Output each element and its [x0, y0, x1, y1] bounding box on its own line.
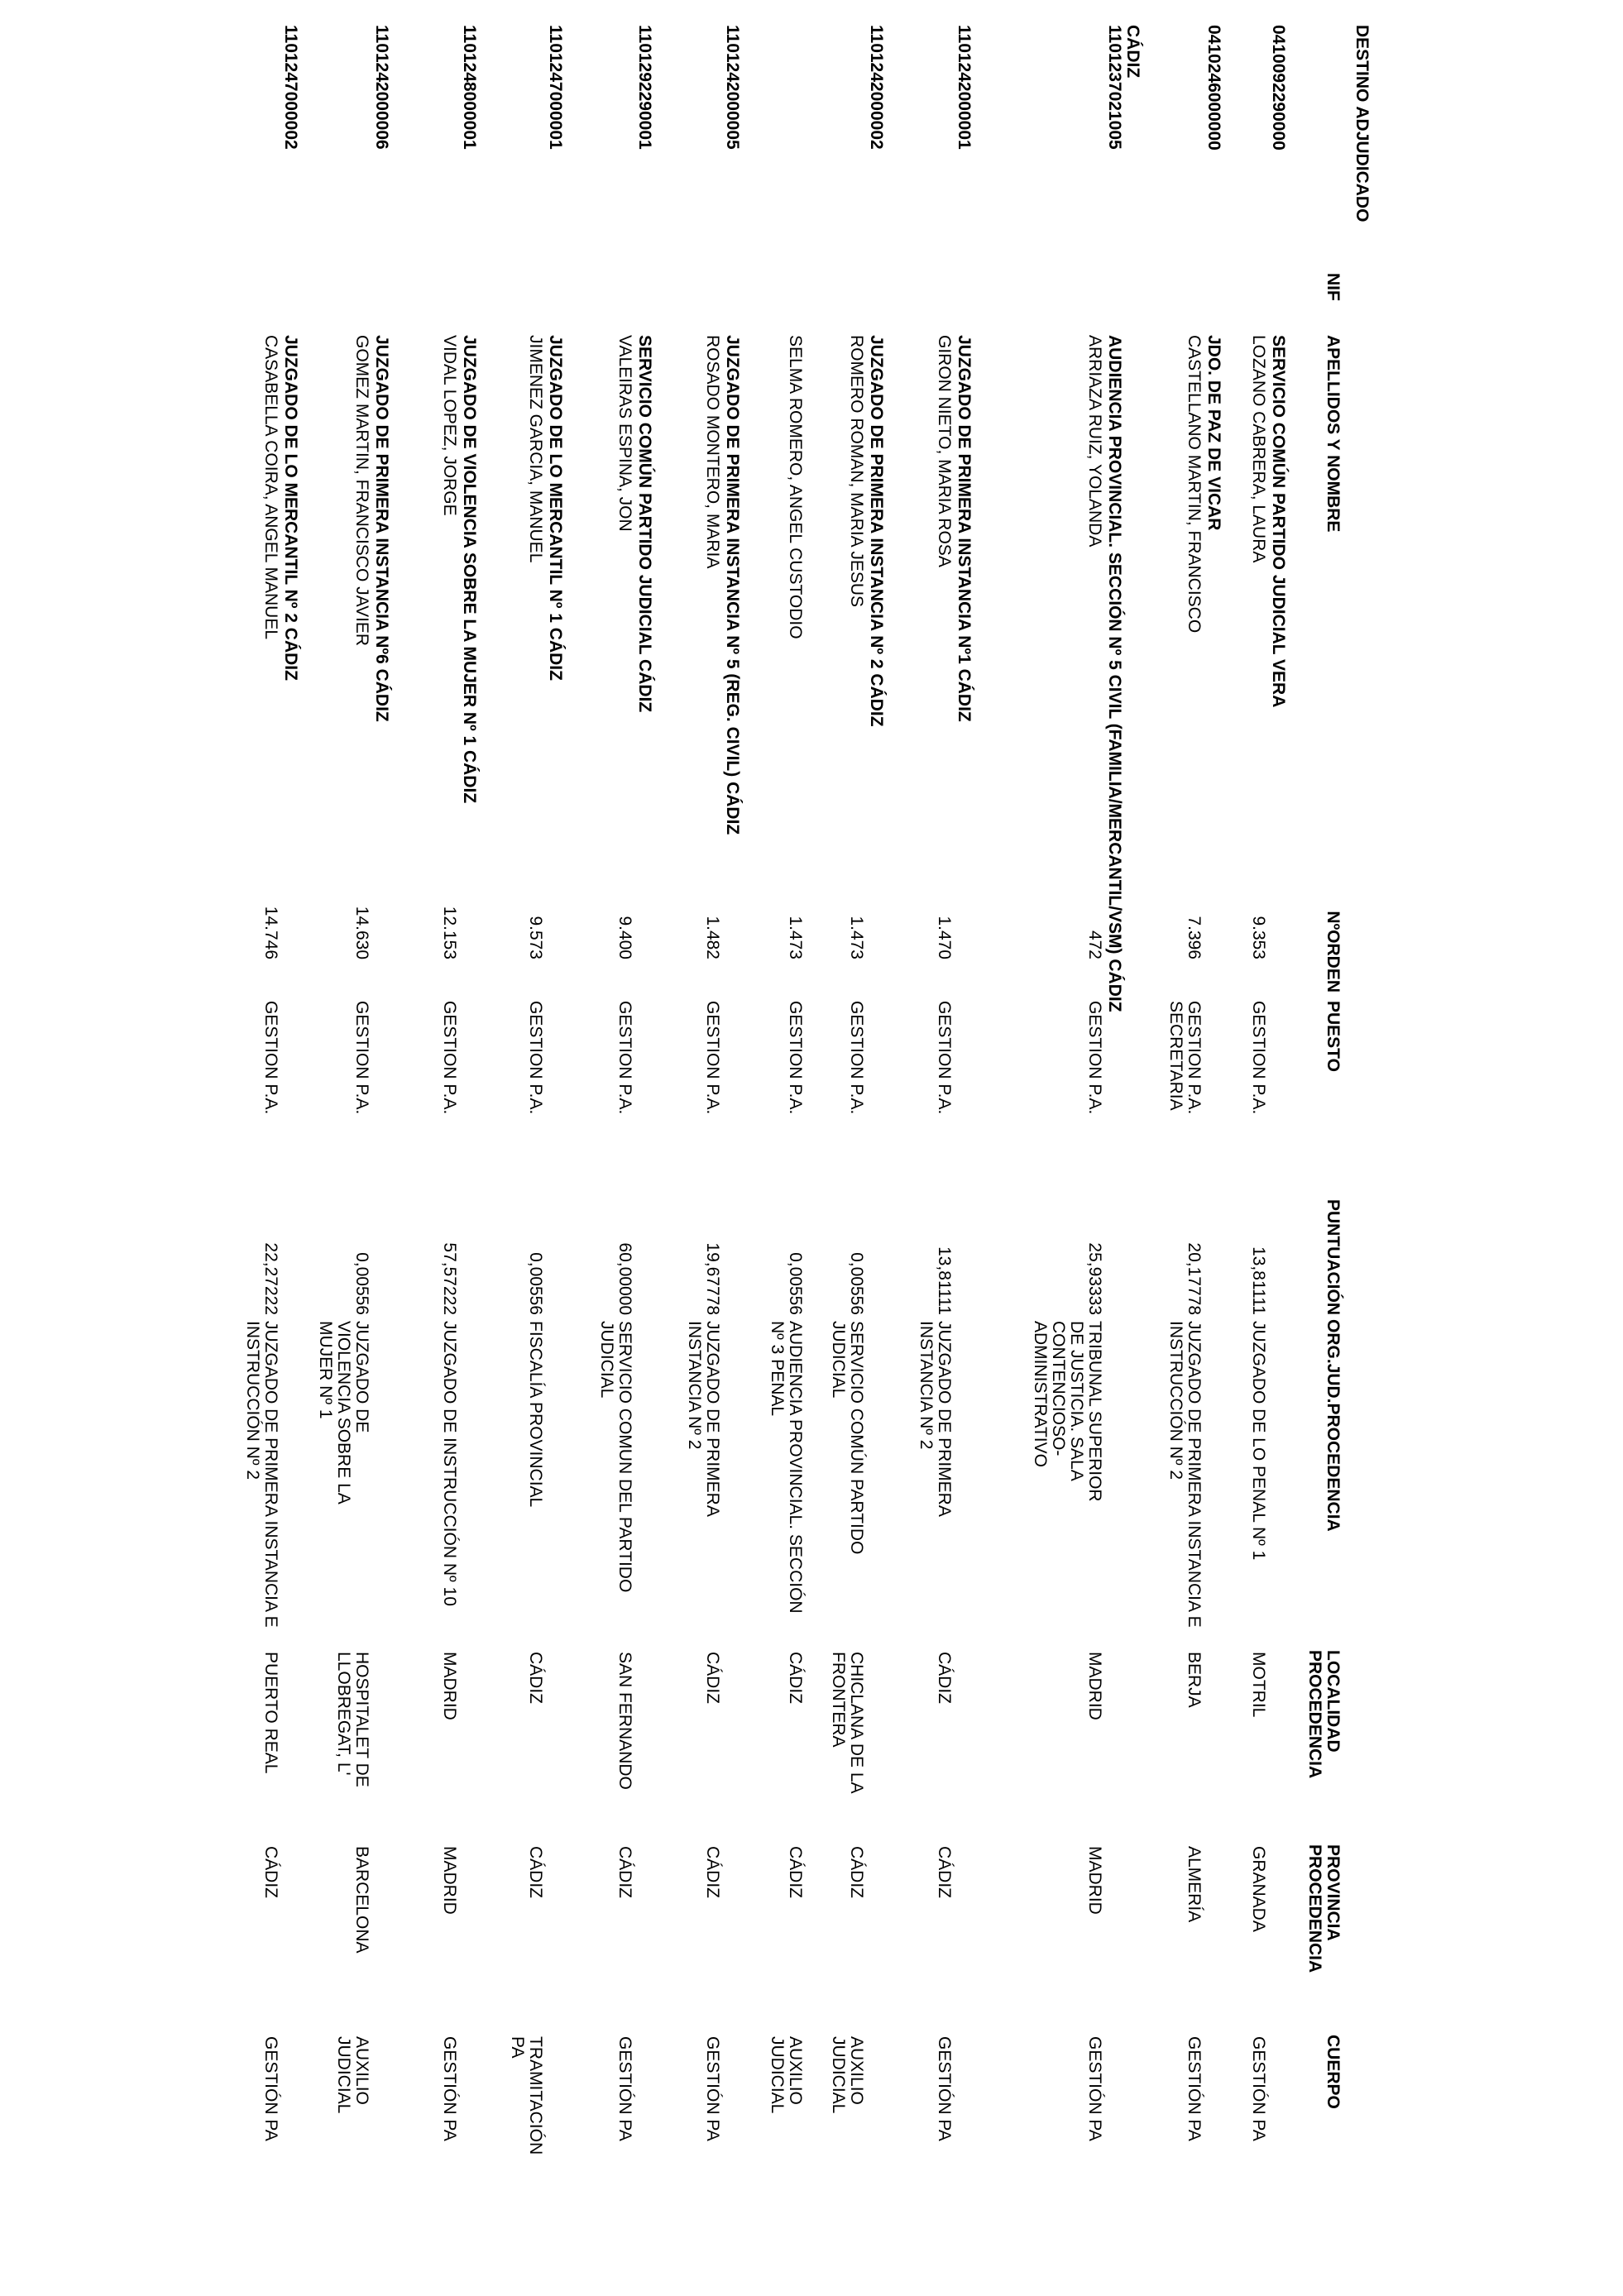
cell-puesto: GESTION P.A. [1249, 1001, 1268, 1115]
cell-provincia: MADRID [440, 1846, 459, 1915]
header-orgjud: ORG.JUD.PROCEDENCIA [1324, 1319, 1343, 1532]
cell-norden: 14.746 [261, 906, 280, 959]
cell-puntuacion: 20,17778 [1185, 1242, 1204, 1315]
cell-norden: 1.473 [847, 916, 866, 959]
cell-nombre: GOMEZ MARTIN, FRANCISCO JAVIER [352, 335, 371, 647]
header-nif: NIF [1324, 273, 1343, 301]
cell-puesto: GESTION P.A. [352, 1001, 371, 1115]
cell-provincia: MADRID [1085, 1846, 1104, 1915]
cell-cuerpo: TRAMITACIÓN PA [508, 2036, 545, 2155]
cell-nombre: VIDAL LOPEZ, JORGE [440, 335, 459, 516]
cell-nombre: ROMERO ROMAN, MARIA JESUS [847, 335, 866, 608]
section-destino: AUDIENCIA PROVINCIAL. SECCIÓN Nº 5 CIVIL (FAMILIA/MERCANTIL/VSM) CÁDIZ [1105, 335, 1124, 1012]
cell-puntuacion: 13,81111 [1249, 1246, 1268, 1315]
cell-orgjud: JUZGADO DE LO PENAL Nº 1 [1249, 1321, 1268, 1561]
header-puesto: PUESTO [1324, 1001, 1343, 1072]
cell-puntuacion: 57,57222 [440, 1242, 459, 1315]
section-destino: JUZGADO DE LO MERCANTIL Nº 2 CÁDIZ [281, 335, 300, 681]
cell-puesto: GESTION P.A. [703, 1001, 722, 1115]
cell-puntuacion: 19,67778 [703, 1242, 722, 1315]
cell-orgjud: JUZGADO DE INSTRUCCIÓN Nº 10 [440, 1321, 459, 1606]
section-nif: 0410092290000 [1269, 25, 1288, 151]
cell-norden: 1.482 [703, 916, 722, 959]
cell-orgjud: FISCALÍA PROVINCIAL [526, 1321, 545, 1508]
section-nif: 1101247000001 [546, 25, 565, 150]
cell-nombre: ROSADO MONTERO, MARIA [703, 335, 722, 569]
cell-localidad: CÁDIZ [786, 1652, 805, 1704]
cell-nombre: CASTELLANO MARTIN, FRANCISCO [1185, 335, 1204, 634]
section-nif: 1101242000006 [372, 25, 391, 150]
section-nif: 1101247000002 [281, 25, 300, 150]
cell-provincia: CÁDIZ [526, 1846, 545, 1898]
cell-localidad: BERJA [1185, 1652, 1204, 1708]
section-destino: JUZGADO DE LO MERCANTIL Nº 1 CÁDIZ [546, 335, 565, 681]
cell-provincia: CÁDIZ [703, 1846, 722, 1898]
cell-puntuacion: 0,00556 [847, 1252, 866, 1315]
cell-orgjud: JUZGADO DE PRIMERA INSTANCIA Nº 2 [685, 1321, 722, 1516]
section-nif: 1101248000001 [460, 25, 479, 150]
cell-puntuacion: 0,00556 [526, 1252, 545, 1315]
cell-provincia: CÁDIZ [615, 1846, 634, 1898]
cell-norden: 12.153 [440, 906, 459, 959]
header-norden: NºORDEN [1324, 911, 1343, 993]
cell-nombre: ARRIAZA RUIZ, YOLANDA [1085, 335, 1104, 548]
section-destino: JDO. DE PAZ DE VICAR [1204, 335, 1223, 531]
cell-norden: 472 [1085, 930, 1104, 959]
cell-provincia: CÁDIZ [786, 1846, 805, 1898]
cell-puntuacion: 25,93333 [1085, 1242, 1104, 1315]
cell-nombre: GIRON NIETO, MARIA ROSA [935, 335, 954, 567]
cell-localidad: SAN FERNANDO [615, 1652, 634, 1790]
cell-puesto: GESTION P.A. [261, 1001, 280, 1115]
header-provincia: PROVINCIA PROCEDENCIA [1305, 1844, 1343, 1973]
cell-puesto: GESTION P.A. [526, 1001, 545, 1115]
cell-cuerpo: AUXILIO JUDICIAL [334, 2036, 371, 2114]
cell-puesto: GESTION P.A. [847, 1001, 866, 1115]
section-nif: 0410246000000 [1204, 25, 1223, 151]
cell-cuerpo: GESTIÓN PA [1185, 2036, 1204, 2141]
cell-norden: 9.353 [1249, 916, 1268, 959]
cell-localidad: CÁDIZ [526, 1652, 545, 1704]
section-nif: 1101242000002 [867, 25, 886, 150]
cell-localidad: MOTRIL [1249, 1652, 1268, 1718]
cell-nombre: LOZANO CABRERA, LAURA [1249, 335, 1268, 563]
cell-norden: 7.396 [1185, 916, 1204, 959]
cell-puesto: GESTION P.A. [1085, 1001, 1104, 1115]
cell-localidad: MADRID [440, 1652, 459, 1720]
cell-norden: 9.573 [526, 916, 545, 959]
header-localidad: LOCALIDAD PROCEDENCIA [1305, 1650, 1343, 1779]
cell-localidad: PUERTO REAL [261, 1652, 280, 1774]
cell-norden: 1.470 [935, 916, 954, 959]
cell-orgjud: JUZGADO DE VIOLENCIA SOBRE LA MUJER Nº 1 [316, 1321, 371, 1504]
cell-orgjud: SERVICIO COMÚN PARTIDO JUDICIAL [829, 1321, 866, 1555]
cell-provincia: BARCELONA [352, 1846, 371, 1954]
cell-provincia: CÁDIZ [261, 1846, 280, 1898]
cell-puntuacion: 13,81111 [935, 1246, 954, 1315]
cell-localidad: CHICLANA DE LA FRONTERA [829, 1652, 866, 1793]
section-destino: SERVICIO COMÚN PARTIDO JUDICIAL VERA [1269, 335, 1288, 708]
cell-orgjud: JUZGADO DE PRIMERA INSTANCIA E INSTRUCCIÓN Nº 2 [1166, 1321, 1204, 1628]
cell-nombre: VALEIRAS ESPINA, JON [615, 335, 634, 532]
section-destino: JUZGADO DE VIOLENCIA SOBRE LA MUJER Nº 1 CÁDIZ [460, 335, 479, 804]
cell-puntuacion: 22,27222 [261, 1242, 280, 1315]
cell-cuerpo: AUXILIO JUDICIAL [829, 2036, 866, 2114]
cell-cuerpo: GESTIÓN PA [1249, 2036, 1268, 2141]
cell-puesto: GESTION P.A. [440, 1001, 459, 1115]
section-nif: 1101242000005 [723, 25, 742, 150]
cell-orgjud: AUDIENCIA PROVINCIAL. SECCIÓN Nº 3 PENAL [768, 1321, 805, 1614]
section-destino: SERVICIO COMÚN PARTIDO JUDICIAL CÁDIZ [635, 335, 654, 713]
cell-cuerpo: GESTIÓN PA [615, 2036, 634, 2141]
cell-cuerpo: GESTIÓN PA [703, 2036, 722, 2141]
cell-localidad: CÁDIZ [935, 1652, 954, 1704]
cell-cuerpo: GESTIÓN PA [1085, 2036, 1104, 2141]
cell-cuerpo: GESTIÓN PA [935, 2036, 954, 2141]
cell-cuerpo: AUXILIO JUDICIAL [768, 2036, 805, 2114]
section-destino: JUZGADO DE PRIMERA INSTANCIA Nº 2 CÁDIZ [867, 335, 886, 727]
section-destino: JUZGADO DE PRIMERA INSTANCIA Nº1 CÁDIZ [955, 335, 974, 722]
cell-cuerpo: GESTIÓN PA [440, 2036, 459, 2141]
section-nif: 1101237021005 [1105, 25, 1124, 150]
cell-puesto: GESTION P.A. [615, 1001, 634, 1115]
cell-puesto: GESTION P.A. [935, 1001, 954, 1115]
header-puntuacion: PUNTUACIÓN [1324, 1199, 1343, 1315]
cell-provincia: CÁDIZ [935, 1846, 954, 1898]
cell-puesto: GESTION P.A. [786, 1001, 805, 1115]
cell-localidad: MADRID [1085, 1652, 1104, 1720]
cell-provincia: CÁDIZ [847, 1846, 866, 1898]
cell-nombre: SELMA ROMERO, ANGEL CUSTODIO [786, 335, 805, 639]
section-nif: 1101242000001 [955, 25, 974, 150]
cell-norden: 9.400 [615, 916, 634, 959]
cell-puntuacion: 0,00556 [786, 1252, 805, 1315]
cell-provincia: ALMERÍA [1185, 1846, 1204, 1923]
cell-orgjud: JUZGADO DE PRIMERA INSTANCIA E INSTRUCCIÓN Nº 2 [243, 1321, 280, 1628]
cell-nombre: CASABELLA COIRA, ANGEL MANUEL [261, 335, 280, 640]
cell-localidad: HOSPITALET DE LLOBREGAT, L' [334, 1652, 371, 1787]
cell-orgjud: SERVICIO COMUN DEL PARTIDO JUDICIAL [597, 1321, 634, 1593]
section-destino: JUZGADO DE PRIMERA INSTANCIA Nº 5 (REG. CIVIL) CÁDIZ [723, 335, 742, 835]
header-cuerpo: CUERPO [1324, 2035, 1343, 2109]
province-heading: CÁDIZ [1123, 25, 1142, 79]
cell-orgjud: JUZGADO DE PRIMERA INSTANCIA Nº 2 [917, 1321, 954, 1516]
cell-puesto: GESTION P.A. SECRETARIA [1166, 1001, 1204, 1115]
cell-localidad: CÁDIZ [703, 1652, 722, 1704]
cell-orgjud: TRIBUNAL SUPERIOR DE JUSTICIA. SALA CONTENCIOSO-ADMINISTRATIVO [1031, 1321, 1104, 1502]
header-apellidos: APELLIDOS Y NOMBRE [1324, 335, 1343, 533]
section-nif: 1101292290001 [635, 25, 654, 150]
section-destino: JUZGADO DE PRIMERA INSTANCIA Nº6 CÁDIZ [372, 335, 391, 722]
cell-nombre: JIMENEZ GARCIA, MANUEL [526, 335, 545, 563]
cell-norden: 1.473 [786, 916, 805, 959]
cell-norden: 14.630 [352, 906, 371, 959]
cell-puntuacion: 60,00000 [615, 1242, 634, 1315]
cell-cuerpo: GESTIÓN PA [261, 2036, 280, 2141]
cell-puntuacion: 0,00556 [352, 1252, 371, 1315]
document-title: DESTINO ADJUDICADO [1352, 25, 1372, 222]
cell-provincia: GRANADA [1249, 1846, 1268, 1932]
